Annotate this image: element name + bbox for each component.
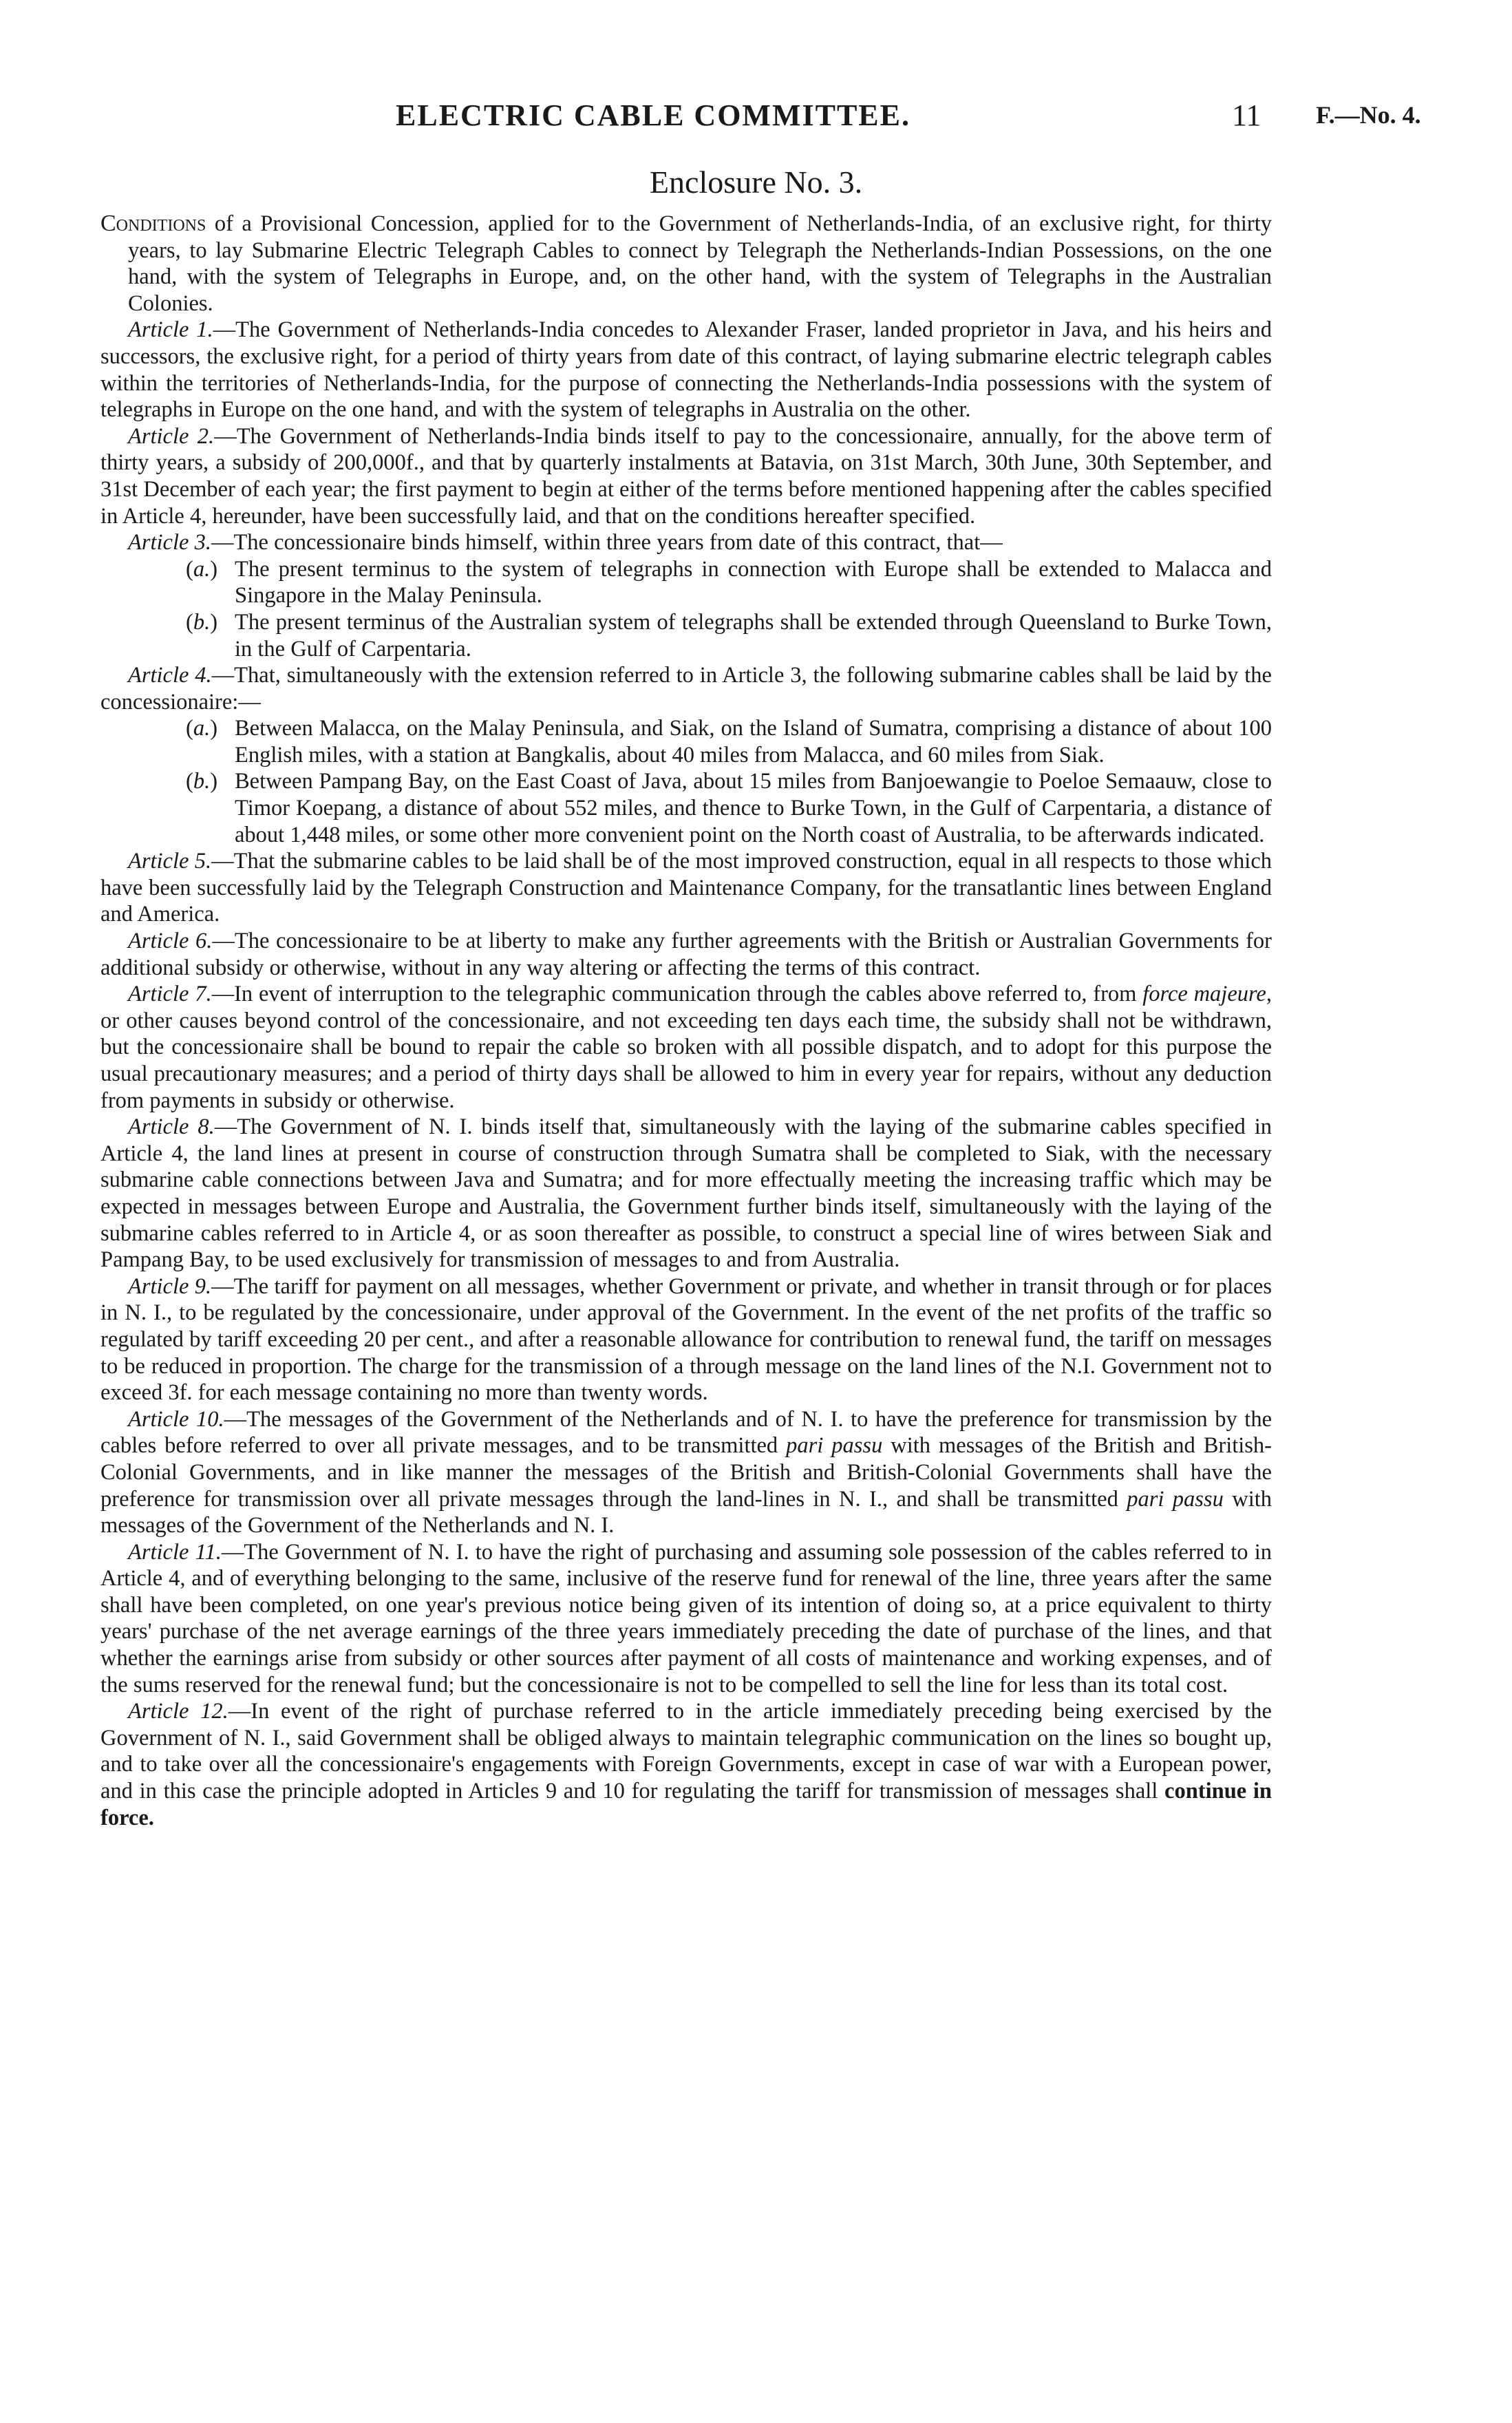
running-header [0, 98, 1512, 139]
article-12 [100, 1698, 1272, 1831]
article-4-item-a [100, 715, 1272, 768]
article-5 [100, 848, 1272, 928]
article-4 [100, 662, 1272, 715]
article-text: —The concessionaire binds himself, within three years from date of this contract, that— [211, 530, 1003, 556]
list-item-text: Between Pampang Bay, on the East Coast of Java, about 15 miles from Banjoewangie to Poeloe Semaauw, close to Timor Koepang, a distance of about 552 miles, and thence to Burke Town, in the Gulf of Carpentaria, a distance of about 1,448 miles, or some other more convenient point on the North coast of Australia, to be afterwards indicated. [235, 769, 1272, 847]
list-item-text: The present terminus to the system of telegraphs in connection with Europe shall be extended to Malacca and Singapore in the Malay Peninsula. [235, 556, 1272, 609]
enclosure-title: Enclosure No. 3. [649, 165, 863, 200]
article-label: Article 11. [128, 1539, 222, 1565]
italic-phrase: force majeure [1142, 982, 1266, 1007]
page-number: 11 [1232, 98, 1261, 132]
article-6 [100, 928, 1272, 981]
article-label: Article 2. [128, 423, 215, 449]
list-item-text: Between Malacca, on the Malay Peninsula, and Siak, on the Island of Sumatra, comprising a distance of about 100 English miles, with a station at Bangkalis, about 40 miles from Malacca, and 60 miles from Siak. [235, 716, 1272, 768]
closing-text: continue in force. [100, 1779, 1272, 1830]
article-text: with messages of the British and British-Colonial Governments, and in like manner the messages of the British and British-Colonial Governments shall have the preference for transmission over all private messages through the land-lines in N. I., and shall be transmitted [100, 1433, 1273, 1512]
article-label: Article 12. [128, 1699, 228, 1724]
article-text: with messages of the Government of the Netherlands and N. I. [100, 1486, 1273, 1538]
list-marker: (b.) [186, 609, 218, 635]
article-2 [100, 423, 1272, 529]
article-8 [100, 1114, 1272, 1273]
intro-text: of a Provisional Concession, applied for to the Government of Netherlands-India, of an exclusive right, for thirty years, to lay Submarine Electric Telegraph Cables to connect by Telegraph the Netherlands-Indian Possessions, on the one hand, with the system of Telegraphs in Europe, and, on the other hand, with the system of Telegraphs in the Australian Colonies. [128, 211, 1272, 316]
article-1 [100, 317, 1272, 423]
article-text: , or other causes beyond control of the concessionaire, and not exceeding ten days each time, the subsidy shall not be withdrawn, but the concessionaire shall be bound to repair the cable so broken with all possible dispatch, and to adopt for this purpose the usual precautionary measures; and a period of thirty days shall be allowed to him in every year for repairs, without any deduction from payments in subsidy or otherwise. [100, 982, 1272, 1113]
intro-lead: Conditions [100, 211, 206, 236]
article-text: —In event of interruption to the telegraphic communication through the cables above referred to, from [211, 982, 1143, 1007]
article-label: Article 3. [128, 530, 211, 556]
article-9 [100, 1273, 1272, 1406]
article-text: —In event of the right of purchase referred to in the article immediately preceding being exercised by the Government of N. I., said Government shall be obliged always to maintain telegraphic communication on the lines so bought up, and to take over all the concessionaire's engagements with Foreign Governments, except in case of war with a European power, and in this case the principle adopted in Articles 9 and 10 for regulating the tariff for transmission of messages shall [100, 1699, 1272, 1804]
italic-phrase: pari passu [1127, 1486, 1224, 1512]
article-text: —That, simultaneously with the extension referred to in Article 3, the following submarine cables shall be laid by the concessionaire:— [100, 663, 1272, 715]
document-reference: F.—No. 4. [1316, 101, 1421, 129]
article-label: Article 4. [128, 663, 212, 688]
header-title: ELECTRIC CABLE COMMITTEE. [396, 98, 911, 132]
article-label: Article 10. [128, 1406, 224, 1432]
article-3-item-b [100, 609, 1272, 662]
document-body [100, 211, 1272, 1831]
article-text: —The Government of N. I. binds itself that, simultaneously with the laying of the submarine cables specified in Article 4, the land lines at present in course of construction through Sumatra shall be completed to Siak, with the necessary submarine cable connections between Java and Sumatra; and for more effectually meeting the increasing traffic which may be expected in messages between Europe and Australia, the Government further binds itself, simultaneously with the laying of the submarine cables referred to in Article 4, or as soon thereafter as possible, to construct a special line of wires between Siak and Pampang Bay, to be used exclusively for transmission of messages to and from Australia. [100, 1114, 1272, 1273]
article-4-item-b [100, 768, 1272, 848]
list-marker: (a.) [186, 556, 218, 582]
italic-phrase: pari passu [786, 1433, 883, 1459]
article-11 [100, 1539, 1272, 1699]
article-7 [100, 981, 1272, 1114]
article-text: —The tariff for payment on all messages, whether Government or private, and whether in transit through or for places in N. I., to be regulated by the concessionaire, under approval of the Government. In the event of the net profits of the traffic so regulated by tariff exceeding 20 per cent., and after a reasonable allowance for contribution to renewal fund, the tariff on messages to be reduced in proportion. The charge for the transmission of a through message on the land lines of the N.I. Government not to exceed 3f. for each message containing no more than twenty words. [100, 1273, 1272, 1406]
list-marker: (b.) [186, 769, 218, 794]
article-3-item-a [100, 556, 1272, 609]
article-text: —The concessionaire to be at liberty to make any further agreements with the British or Australian Governments for additional subsidy or otherwise, without in any way altering or affecting the terms of this contract. [100, 929, 1272, 980]
article-label: Article 9. [128, 1273, 212, 1299]
article-label: Article 1. [128, 317, 213, 343]
article-label: Article 5. [128, 849, 212, 874]
article-3 [100, 529, 1272, 556]
article-10 [100, 1406, 1272, 1539]
article-text: —That the submarine cables to be laid shall be of the most improved construction, equal in all respects to those which have been successfully laid by the Telegraph Construction and Maintenance Company, for the transatlantic lines between England and America. [100, 849, 1272, 927]
article-label: Article 7. [128, 982, 212, 1007]
article-text: —The messages of the Government of the Netherlands and of N. I. to have the preference for transmission by the cables before referred to over all private messages, and to be transmitted [100, 1406, 1272, 1459]
list-marker: (a.) [186, 716, 218, 741]
intro-paragraph [100, 211, 1272, 317]
article-label: Article 6. [128, 929, 213, 954]
list-item-text: The present terminus of the Australian system of telegraphs shall be extended through Queensland to Burke Town, in the Gulf of Carpentaria. [235, 609, 1272, 662]
article-label: Article 8. [128, 1114, 215, 1140]
article-text: —The Government of Netherlands-India concedes to Alexander Fraser, landed proprietor in Java, and his heirs and successors, the exclusive right, for a period of thirty years from date of this contract, of laying submarine electric telegraph cables within the territories of Netherlands-India, for the purpose of connecting the Netherlands-India possessions with the system of telegraphs in Europe on the one hand, and with the system of telegraphs in Australia on the other. [100, 317, 1272, 423]
article-text: —The Government of N. I. to have the right of purchasing and assuming sole possession of the cables referred to in Article 4, and of everything belonging to the same, inclusive of the reserve fund for renewal of the line, three years after the same shall have been completed, on one year's previous notice being given of its intention of doing so, at a price equivalent to thirty years' purchase of the net average earnings of the three years immediately preceding the date of purchase of the lines, and that whether the earnings arise from subsidy or other sources after payment of all costs of maintenance and working expenses, and of the sums reserved for the renewal fund; but the concessionaire is not to be compelled to sell the line for less than its total cost. [100, 1539, 1272, 1697]
article-text: —The Government of Netherlands-India binds itself to pay to the concessionaire, annually, for the above term of thirty years, a subsidy of 200,000f., and that by quarterly instalments at Batavia, on 31st March, 30th June, 30th September, and 31st December of each year; the first payment to begin at either of the terms before mentioned happening after the cables specified in Article 4, hereunder, have been successfully laid, and that on the conditions hereafter specified. [100, 423, 1272, 529]
